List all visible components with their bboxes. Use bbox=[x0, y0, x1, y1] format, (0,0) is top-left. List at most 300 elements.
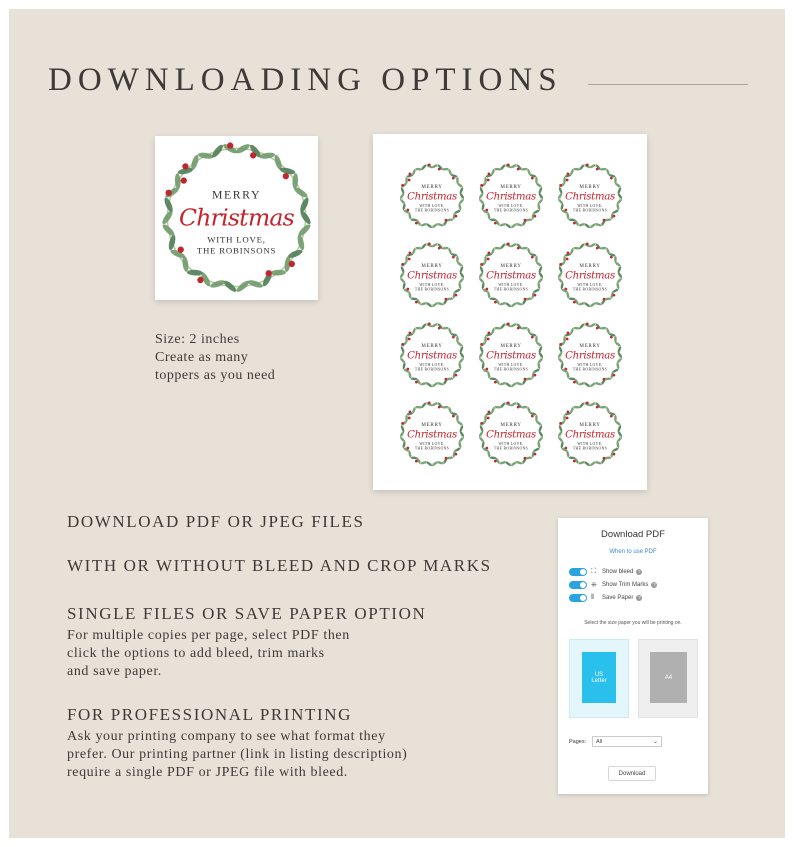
wreath-leaf bbox=[566, 292, 569, 299]
wreath-leaf bbox=[526, 457, 533, 460]
wreath-leaf bbox=[566, 372, 569, 379]
wreath-leaf bbox=[595, 302, 602, 307]
topper-name-text: THE ROBINSONS bbox=[414, 446, 450, 451]
topper-christmas-text: Christmas bbox=[407, 350, 457, 362]
save-paper-toggle[interactable] bbox=[569, 594, 587, 602]
sheet-topper bbox=[477, 400, 545, 468]
topper-christmas-text: Christmas bbox=[565, 270, 615, 282]
holly-berry bbox=[406, 447, 409, 450]
holly-berry bbox=[567, 252, 570, 255]
topper-name-text: THE ROBINSONS bbox=[414, 208, 450, 213]
wreath-leaf bbox=[578, 223, 585, 228]
topper-graphic bbox=[477, 162, 545, 230]
holly-berry bbox=[408, 258, 411, 261]
wreath-leaf bbox=[479, 425, 484, 432]
wreath-leaf bbox=[499, 382, 506, 387]
topper-merry-text: MERRY bbox=[421, 342, 443, 349]
option-label: Show Trim Marks bbox=[602, 582, 649, 588]
holly-berry bbox=[567, 411, 570, 414]
wreath-leaf bbox=[558, 266, 563, 273]
option-label: Save Paper bbox=[602, 595, 634, 601]
holly-berry bbox=[408, 338, 411, 341]
wreath-leaf bbox=[499, 461, 506, 466]
holly-berry bbox=[227, 142, 233, 148]
help-icon[interactable]: ? bbox=[653, 582, 656, 587]
holly-berry bbox=[603, 378, 606, 381]
holly-berry bbox=[517, 247, 520, 250]
topper-with-love-text: WITH LOVE, bbox=[498, 362, 524, 367]
topper-with-love-text: WITH LOVE, bbox=[577, 282, 603, 287]
holly-berry bbox=[445, 378, 448, 381]
holly-berry bbox=[409, 332, 412, 335]
holly-berry bbox=[488, 252, 491, 255]
holly-berry bbox=[455, 294, 458, 297]
holly-berry bbox=[507, 322, 510, 325]
wreath-leaf bbox=[411, 378, 418, 381]
topper-with-love-text: WITH LOVE, bbox=[498, 441, 524, 446]
holly-berry bbox=[438, 247, 441, 250]
holly-berry bbox=[613, 215, 616, 218]
dialog-title: Download PDF bbox=[601, 529, 665, 540]
holly-berry bbox=[494, 301, 497, 304]
wreath-leaf bbox=[526, 378, 533, 381]
wreath-leaf bbox=[447, 378, 454, 381]
holly-berry bbox=[494, 381, 497, 384]
paper-label: US bbox=[594, 671, 604, 678]
sheet-topper bbox=[398, 400, 466, 468]
paper-icon-a4 bbox=[650, 652, 687, 703]
topper-graphic bbox=[556, 162, 624, 230]
holly-berry bbox=[567, 173, 570, 176]
section-heading-save-paper: SINGLE FILES OR SAVE PAPER OPTION bbox=[67, 604, 427, 623]
topper-with-love-text: WITH LOVE, bbox=[498, 282, 524, 287]
wreath-leaf bbox=[617, 187, 622, 194]
holly-berry bbox=[415, 460, 418, 463]
holly-berry bbox=[534, 294, 537, 297]
holly-berry bbox=[603, 457, 606, 460]
wreath-leaf bbox=[569, 219, 576, 222]
when-to-use-pdf-link[interactable]: When to use PDF bbox=[609, 549, 657, 555]
cake-topper bbox=[158, 139, 315, 296]
holly-berry bbox=[408, 179, 411, 182]
size-info-line: Size: 2 inches bbox=[155, 332, 240, 347]
topper-christmas-text: Christmas bbox=[407, 191, 457, 203]
wreath-leaf bbox=[535, 182, 542, 188]
wreath-leaf bbox=[456, 182, 463, 188]
topper-name-text: THE ROBINSONS bbox=[572, 367, 608, 372]
holly-berry bbox=[485, 447, 488, 450]
holly-berry bbox=[524, 457, 527, 460]
holly-berry bbox=[452, 415, 455, 418]
holly-berry bbox=[438, 406, 441, 409]
wreath-leaf bbox=[535, 261, 542, 267]
wreath-leaf bbox=[614, 261, 621, 267]
wreath-leaf bbox=[456, 261, 463, 267]
holly-berry bbox=[487, 417, 490, 420]
holly-berry bbox=[531, 415, 534, 418]
pages-select-value: All bbox=[596, 739, 603, 745]
wreath-leaf bbox=[538, 425, 543, 432]
holly-berry bbox=[610, 256, 613, 259]
wreath-leaf bbox=[538, 266, 543, 273]
sheet-topper bbox=[556, 400, 624, 468]
wreath-leaf bbox=[617, 425, 622, 432]
holly-berry bbox=[401, 422, 404, 425]
holly-berry bbox=[409, 411, 412, 414]
holly-berry bbox=[406, 209, 409, 212]
holly-berry bbox=[488, 411, 491, 414]
topper-name-text: THE ROBINSONS bbox=[572, 287, 608, 292]
holly-berry bbox=[406, 368, 409, 371]
holly-berry bbox=[566, 258, 569, 261]
topper-with-love-text: WITH LOVE, bbox=[419, 441, 445, 446]
holly-berry bbox=[494, 460, 497, 463]
wreath-leaf bbox=[420, 302, 427, 307]
wreath-leaf bbox=[421, 164, 427, 171]
topper-with-love-text: WITH LOVE, bbox=[577, 362, 603, 367]
wreath-leaf bbox=[479, 266, 484, 273]
wreath-leaf bbox=[595, 461, 602, 466]
paper-option-us-letter[interactable] bbox=[569, 639, 629, 718]
size-info bbox=[155, 331, 275, 385]
wreath-leaf bbox=[500, 402, 506, 409]
topper-merry-text: MERRY bbox=[500, 183, 522, 190]
wreath-leaf bbox=[182, 256, 190, 272]
wreath-leaf bbox=[595, 223, 602, 228]
wreath-leaf bbox=[400, 425, 405, 432]
topper-name-text: THE ROBINSONS bbox=[572, 208, 608, 213]
wreath-leaf bbox=[579, 402, 585, 409]
topper-christmas-text: Christmas bbox=[486, 191, 536, 203]
holly-berry bbox=[507, 163, 510, 166]
wreath-leaf bbox=[447, 219, 454, 222]
wreath-leaf bbox=[420, 223, 427, 228]
topper-graphic bbox=[398, 400, 466, 468]
topper-christmas-text: Christmas bbox=[565, 350, 615, 362]
topper-merry-text: MERRY bbox=[579, 262, 601, 269]
holly-berry bbox=[507, 401, 510, 404]
holly-berry bbox=[559, 263, 562, 266]
sheet-topper bbox=[556, 241, 624, 309]
holly-berry bbox=[480, 263, 483, 266]
wreath-leaf bbox=[538, 187, 543, 194]
download-button[interactable]: Download bbox=[608, 766, 656, 781]
holly-berry bbox=[415, 381, 418, 384]
holly-berry bbox=[507, 242, 510, 245]
holly-berry bbox=[487, 179, 490, 182]
wreath-leaf bbox=[187, 270, 203, 276]
holly-berry bbox=[485, 288, 488, 291]
holly-berry bbox=[488, 173, 491, 176]
wreath-leaf bbox=[614, 420, 621, 426]
holly-berry bbox=[266, 270, 272, 276]
wreath-leaf bbox=[569, 378, 576, 381]
holly-berry bbox=[428, 242, 431, 245]
holly-berry bbox=[524, 298, 527, 301]
holly-berry bbox=[586, 163, 589, 166]
section-heading-professional: FOR PROFESSIONAL PRINTING bbox=[67, 705, 352, 724]
text-line: prefer. Our printing partner (link in listing description) bbox=[67, 747, 408, 762]
holly-berry bbox=[596, 406, 599, 409]
holly-berry bbox=[603, 219, 606, 222]
wreath-leaf bbox=[421, 402, 427, 409]
help-icon[interactable]: ? bbox=[638, 569, 641, 574]
topper-christmas-text: Christmas bbox=[486, 270, 536, 282]
holly-berry bbox=[480, 343, 483, 346]
paper-option-a4[interactable] bbox=[638, 639, 698, 718]
topper-graphic bbox=[477, 241, 545, 309]
sheet-topper bbox=[477, 321, 545, 389]
holly-berry bbox=[401, 184, 404, 187]
holly-berry bbox=[531, 256, 534, 259]
topper-with-love-text: WITH LOVE, bbox=[207, 234, 266, 245]
topper-graphic bbox=[398, 162, 466, 230]
holly-berry bbox=[564, 368, 567, 371]
wreath-leaf bbox=[526, 219, 533, 222]
topper-merry-text: MERRY bbox=[579, 183, 601, 190]
topper-graphic bbox=[158, 139, 315, 296]
wreath-leaf bbox=[487, 451, 490, 458]
wreath-leaf bbox=[614, 341, 621, 347]
topper-name-text: THE ROBINSONS bbox=[196, 245, 277, 256]
page-title: DOWNLOADING OPTIONS bbox=[48, 62, 563, 98]
topper-with-love-text: WITH LOVE, bbox=[498, 203, 524, 208]
holly-berry bbox=[610, 336, 613, 339]
wreath-leaf bbox=[490, 457, 497, 460]
text-line: For multiple copies per page, select PDF then bbox=[67, 628, 350, 643]
holly-berry bbox=[428, 163, 431, 166]
holly-berry bbox=[531, 177, 534, 180]
holly-berry bbox=[586, 401, 589, 404]
holly-berry bbox=[559, 184, 562, 187]
pages-select[interactable] bbox=[592, 736, 662, 747]
wreath-leaf bbox=[408, 451, 411, 458]
wreath-leaf bbox=[578, 461, 585, 466]
bleed-icon: ⛶ bbox=[591, 568, 596, 575]
wreath-leaf bbox=[420, 461, 427, 466]
show-trim-marks-toggle[interactable] bbox=[569, 581, 587, 589]
holly-berry bbox=[531, 336, 534, 339]
wreath-leaf bbox=[490, 298, 497, 301]
topper-sheet-preview bbox=[373, 134, 647, 490]
wreath-leaf bbox=[420, 382, 427, 387]
holly-berry bbox=[613, 374, 616, 377]
wreath-leaf bbox=[479, 346, 484, 353]
wreath-leaf bbox=[447, 298, 454, 301]
holly-berry bbox=[445, 219, 448, 222]
wreath-leaf bbox=[487, 372, 490, 379]
topper-graphic bbox=[398, 321, 466, 389]
topper-name-text: THE ROBINSONS bbox=[414, 367, 450, 372]
size-info-line: toppers as you need bbox=[155, 368, 276, 383]
wreath-leaf bbox=[500, 243, 506, 250]
save-paper-icon: ⦀ bbox=[591, 594, 595, 601]
topper-christmas-text: Christmas bbox=[407, 270, 457, 282]
topper-name-text: THE ROBINSONS bbox=[414, 287, 450, 292]
holly-berry bbox=[567, 332, 570, 335]
holly-berry bbox=[573, 222, 576, 225]
holly-berry bbox=[480, 422, 483, 425]
wreath-leaf bbox=[578, 302, 585, 307]
wreath-leaf bbox=[487, 213, 490, 220]
wreath-leaf bbox=[247, 279, 264, 289]
wreath-leaf bbox=[456, 420, 463, 426]
holly-berry bbox=[485, 368, 488, 371]
topper-with-love-text: WITH LOVE, bbox=[419, 203, 445, 208]
topper-name-text: THE ROBINSONS bbox=[493, 446, 529, 451]
show-bleed-toggle[interactable] bbox=[569, 568, 587, 576]
wreath-leaf bbox=[447, 457, 454, 460]
wreath-leaf bbox=[578, 382, 585, 387]
sheet-topper bbox=[556, 321, 624, 389]
holly-berry bbox=[573, 301, 576, 304]
wreath-leaf bbox=[421, 243, 427, 250]
wreath-leaf bbox=[437, 382, 444, 387]
help-icon[interactable]: ? bbox=[638, 595, 641, 600]
topper-christmas-text: Christmas bbox=[179, 203, 294, 232]
wreath-leaf bbox=[490, 219, 497, 222]
wreath-leaf bbox=[411, 298, 418, 301]
holly-berry bbox=[610, 415, 613, 418]
holly-berry bbox=[586, 322, 589, 325]
trim-marks-icon: ⁜ bbox=[591, 582, 597, 589]
wreath-leaf bbox=[558, 187, 563, 194]
holly-berry bbox=[573, 460, 576, 463]
topper-graphic bbox=[556, 400, 624, 468]
wreath-leaf bbox=[421, 323, 427, 330]
holly-berry bbox=[487, 258, 490, 261]
holly-berry bbox=[564, 209, 567, 212]
wreath-leaf bbox=[299, 196, 311, 213]
wreath-leaf bbox=[210, 143, 224, 159]
sheet-topper bbox=[477, 162, 545, 230]
wreath-leaf bbox=[579, 164, 585, 171]
topper-graphic bbox=[556, 321, 624, 389]
holly-berry bbox=[428, 401, 431, 404]
topper-merry-text: MERRY bbox=[500, 342, 522, 349]
holly-berry bbox=[452, 177, 455, 180]
holly-berry bbox=[564, 447, 567, 450]
topper-merry-text: MERRY bbox=[421, 183, 443, 190]
wreath-leaf bbox=[487, 292, 490, 299]
holly-berry bbox=[610, 177, 613, 180]
topper-graphic bbox=[477, 321, 545, 389]
wreath-leaf bbox=[605, 378, 612, 381]
wreath-leaf bbox=[437, 223, 444, 228]
wreath-leaf bbox=[499, 302, 506, 307]
topper-merry-text: MERRY bbox=[421, 421, 443, 428]
wreath-leaf bbox=[500, 323, 506, 330]
topper-christmas-text: Christmas bbox=[565, 429, 615, 441]
holly-berry bbox=[534, 374, 537, 377]
wreath-leaf bbox=[408, 292, 411, 299]
holly-berry bbox=[445, 457, 448, 460]
holly-berry bbox=[415, 301, 418, 304]
holly-berry bbox=[415, 222, 418, 225]
wreath-leaf bbox=[516, 461, 523, 466]
holly-berry bbox=[596, 168, 599, 171]
holly-berry bbox=[596, 247, 599, 250]
sheet-topper bbox=[398, 241, 466, 309]
holly-berry bbox=[487, 338, 490, 341]
topper-graphic bbox=[398, 241, 466, 309]
text-line: Ask your printing company to see what format they bbox=[67, 729, 386, 744]
wreath-leaf bbox=[605, 298, 612, 301]
wreath-leaf bbox=[459, 346, 464, 353]
text-line: require a single PDF or JPEG file with bleed. bbox=[67, 765, 348, 780]
holly-berry bbox=[524, 378, 527, 381]
holly-berry bbox=[485, 209, 488, 212]
paper-size-instruction: Select the size paper you will be printing on. bbox=[584, 620, 682, 626]
holly-berry bbox=[480, 184, 483, 187]
paper-label: Letter bbox=[591, 677, 607, 684]
holly-berry bbox=[488, 332, 491, 335]
wreath-leaf bbox=[163, 196, 175, 213]
holly-berry bbox=[586, 242, 589, 245]
download-pdf-dialog bbox=[558, 518, 708, 794]
wreath-leaf bbox=[605, 457, 612, 460]
holly-berry bbox=[613, 294, 616, 297]
holly-berry bbox=[455, 215, 458, 218]
section-text-professional bbox=[67, 728, 407, 782]
wreath-leaf bbox=[558, 425, 563, 432]
holly-berry bbox=[517, 168, 520, 171]
sheet-topper bbox=[556, 162, 624, 230]
wreath-leaf bbox=[558, 346, 563, 353]
holly-berry bbox=[596, 327, 599, 330]
holly-berry bbox=[406, 288, 409, 291]
holly-berry bbox=[613, 453, 616, 456]
holly-berry bbox=[445, 298, 448, 301]
holly-berry bbox=[178, 247, 184, 253]
size-info-line: Create as many bbox=[155, 350, 249, 365]
wreath-leaf bbox=[411, 219, 418, 222]
wreath-leaf bbox=[617, 266, 622, 273]
holly-berry bbox=[517, 327, 520, 330]
topper-name-text: THE ROBINSONS bbox=[572, 446, 608, 451]
option-label: Show bleed bbox=[602, 569, 634, 575]
wreath-leaf bbox=[516, 382, 523, 387]
wreath-leaf bbox=[479, 187, 484, 194]
topper-name-text: THE ROBINSONS bbox=[493, 208, 529, 213]
holly-berry bbox=[409, 252, 412, 255]
wreath-leaf bbox=[516, 223, 523, 228]
holly-berry bbox=[401, 263, 404, 266]
topper-merry-text: MERRY bbox=[211, 188, 262, 202]
wreath-leaf bbox=[569, 298, 576, 301]
topper-graphic bbox=[477, 400, 545, 468]
wreath-leaf bbox=[535, 420, 542, 426]
wreath-leaf bbox=[535, 341, 542, 347]
option-save-paper bbox=[569, 593, 642, 603]
topper-christmas-text: Christmas bbox=[486, 429, 536, 441]
holly-berry bbox=[534, 215, 537, 218]
wreath-leaf bbox=[456, 341, 463, 347]
holly-berry bbox=[181, 177, 187, 183]
topper-name-text: THE ROBINSONS bbox=[493, 367, 529, 372]
topper-merry-text: MERRY bbox=[500, 421, 522, 428]
chevron-down-icon: ⌄ bbox=[652, 739, 658, 745]
holly-berry bbox=[524, 219, 527, 222]
wreath-leaf bbox=[270, 270, 286, 276]
wreath-leaf bbox=[459, 187, 464, 194]
pages-label: Pages: bbox=[569, 739, 587, 745]
wreath-leaf bbox=[411, 457, 418, 460]
topper-christmas-text: Christmas bbox=[565, 191, 615, 203]
topper-merry-text: MERRY bbox=[421, 262, 443, 269]
single-topper-preview bbox=[155, 136, 318, 300]
holly-berry bbox=[401, 343, 404, 346]
